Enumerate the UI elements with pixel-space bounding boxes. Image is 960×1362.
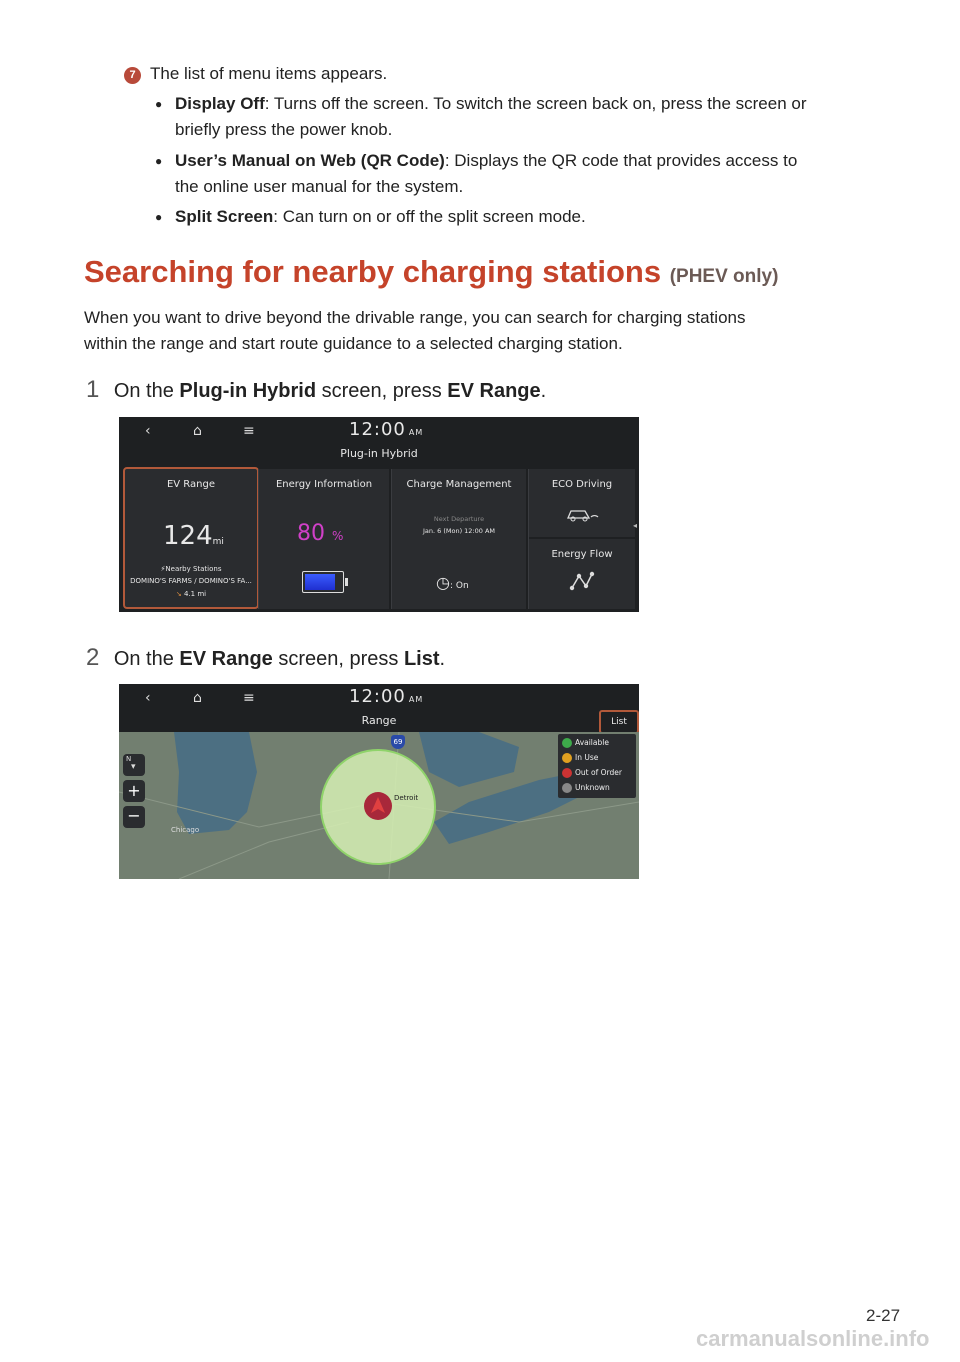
- step-number: 2: [86, 644, 100, 671]
- station-name: DOMINO'S FARMS / DOMINO'S FA...: [130, 577, 252, 585]
- clock: [349, 686, 423, 707]
- section-title: [84, 254, 778, 290]
- home-icon[interactable]: ⌂: [193, 690, 202, 706]
- legend-panel: [558, 734, 636, 798]
- charge-schedule: [436, 573, 469, 592]
- navigation-arrow-icon: [364, 792, 392, 820]
- list-button[interactable]: List: [599, 710, 639, 734]
- bullet-term: Split Screen: [175, 207, 274, 226]
- city-chicago: Chicago: [171, 826, 200, 834]
- step-1: [86, 376, 546, 404]
- screen-title: Range: [361, 714, 397, 727]
- energy-flow-tile[interactable]: [529, 539, 635, 609]
- interstate-shield-icon: 69: [391, 735, 405, 749]
- tile-label: Energy Flow: [551, 549, 613, 560]
- energy-flow-icon: [569, 571, 595, 591]
- bullet-term: User’s Manual on Web (QR Code): [175, 151, 445, 170]
- compass-label: N: [126, 755, 132, 763]
- back-icon[interactable]: ‹: [145, 690, 151, 706]
- screen-title: Plug-in Hybrid: [340, 447, 418, 460]
- bullet-dot-icon: ●: [155, 97, 163, 111]
- percent-unit: %: [332, 529, 344, 543]
- step-post: .: [439, 648, 446, 670]
- bullet-desc: : Turns off the screen. To switch the screen back on, press the screen or: [264, 94, 807, 113]
- page-number: 2-27: [866, 1306, 901, 1325]
- bullet-dot-icon: ●: [155, 154, 163, 168]
- zoom-out-button[interactable]: −: [123, 806, 145, 828]
- nearby-text: Nearby Stations: [165, 565, 222, 573]
- vehicle-position-marker: [364, 792, 392, 820]
- eco-car-icon: [565, 505, 599, 523]
- legend-in-use-icon: [562, 753, 572, 763]
- zoom-in-button[interactable]: +: [123, 780, 145, 802]
- tile-label: Charge Management: [406, 479, 512, 490]
- bullet-desc-cont: briefly press the power knob.: [175, 120, 393, 139]
- step-number: 1: [86, 376, 100, 403]
- bullet-display-off: [155, 91, 807, 143]
- legend-label: Unknown: [575, 783, 610, 792]
- clock-plug-icon: ◷: [436, 573, 450, 592]
- legend-out-of-order-icon: [562, 768, 572, 778]
- distance-text: 4.1 mi: [183, 590, 207, 598]
- battery-tip: [345, 578, 348, 586]
- scroll-indicator-icon[interactable]: ◂: [632, 521, 637, 530]
- ev-range-tile[interactable]: [123, 467, 259, 609]
- legend-available: [562, 738, 609, 748]
- legend-out-of-order: [562, 768, 622, 778]
- range-unit: mi: [212, 537, 224, 547]
- clock-time: 12:00: [349, 419, 406, 440]
- clock-ampm: AM: [408, 695, 424, 704]
- home-icon[interactable]: ⌂: [193, 423, 202, 439]
- step-text: [114, 380, 546, 402]
- legend-label: Available: [575, 738, 609, 747]
- next-departure-date: Jan. 6 (Mon) 12:00 AM: [422, 527, 496, 535]
- step-pre: On the: [113, 648, 180, 670]
- city-detroit: Detroit: [394, 794, 419, 802]
- ev-range-value: [163, 521, 224, 551]
- bullet-split-screen: [155, 204, 586, 230]
- step-target: List: [403, 648, 440, 670]
- step-screen-name: EV Range: [179, 648, 273, 670]
- step-mid: screen, press: [272, 648, 404, 670]
- step-screen-name: Plug-in Hybrid: [179, 380, 317, 402]
- battery-fill: [305, 574, 335, 590]
- legend-unknown: [562, 783, 610, 793]
- menu-icon[interactable]: ≡: [243, 423, 255, 439]
- legend-label: Out of Order: [575, 768, 622, 777]
- intro-line-1: When you want to drive beyond the drivable range, you can search for charging stations: [84, 308, 746, 327]
- bullet-desc-cont: the online user manual for the system.: [175, 177, 464, 196]
- step-7-text: The list of menu items appears.: [150, 64, 388, 83]
- energy-information-tile[interactable]: [259, 469, 389, 609]
- screen-topbar: [119, 684, 639, 732]
- section-qualifier: (PHEV only): [669, 266, 779, 287]
- compass-icon: ▾: [131, 762, 136, 772]
- plug-in-hybrid-screen: [119, 417, 639, 612]
- screen-topbar: [119, 417, 639, 467]
- menu-icon[interactable]: ≡: [243, 690, 255, 706]
- bullet-users-manual: [155, 148, 798, 200]
- section-intro: [84, 305, 864, 357]
- step-pre: On the: [113, 380, 180, 402]
- legend-label: In Use: [575, 753, 599, 762]
- range-number: 124: [163, 521, 213, 551]
- clock-ampm: AM: [408, 428, 424, 437]
- step-text: [114, 648, 445, 670]
- section-title-text: Searching for nearby charging stations: [84, 254, 662, 289]
- tile-label: Energy Information: [275, 479, 373, 490]
- back-icon[interactable]: ‹: [145, 423, 151, 439]
- tile-label: EV Range: [166, 479, 216, 490]
- intro-line-2: within the range and start route guidance to a selected charging station.: [84, 334, 623, 353]
- nearby-stations-label: [125, 565, 257, 573]
- battery-icon: [302, 571, 344, 593]
- compass-button[interactable]: [123, 754, 145, 776]
- range-map[interactable]: [119, 732, 639, 879]
- legend-unknown-icon: [562, 783, 572, 793]
- eco-driving-tile[interactable]: [529, 469, 635, 537]
- step-7-badge: 7: [124, 67, 141, 84]
- clock-time: 12:00: [349, 686, 406, 707]
- legend-available-icon: [562, 738, 572, 748]
- percent-value: 80: [297, 521, 325, 546]
- tile-label: ECO Driving: [551, 479, 613, 490]
- clock: [349, 419, 423, 440]
- step-target: EV Range: [447, 380, 541, 402]
- next-departure-label: Next Departure: [433, 515, 485, 523]
- battery-percent: [297, 521, 343, 546]
- watermark: carmanualsonline.info: [696, 1326, 930, 1351]
- schedule-status: : On: [449, 581, 469, 591]
- step-mid: screen, press: [316, 380, 448, 402]
- step-2: [86, 644, 445, 672]
- bullet-term: Display Off: [175, 94, 265, 113]
- bullet-desc: : Can turn on or off the split screen mode.: [273, 207, 586, 226]
- legend-in-use: [562, 753, 598, 763]
- bullet-desc: : Displays the QR code that provides access to: [444, 151, 798, 170]
- bullet-dot-icon: ●: [155, 210, 163, 224]
- direction-icon: ↘: [175, 590, 182, 598]
- charger-icon: ⚡: [160, 565, 166, 573]
- range-screen: [119, 684, 639, 879]
- step-post: .: [540, 380, 547, 402]
- station-distance: [125, 590, 257, 598]
- charge-management-tile[interactable]: [392, 469, 526, 609]
